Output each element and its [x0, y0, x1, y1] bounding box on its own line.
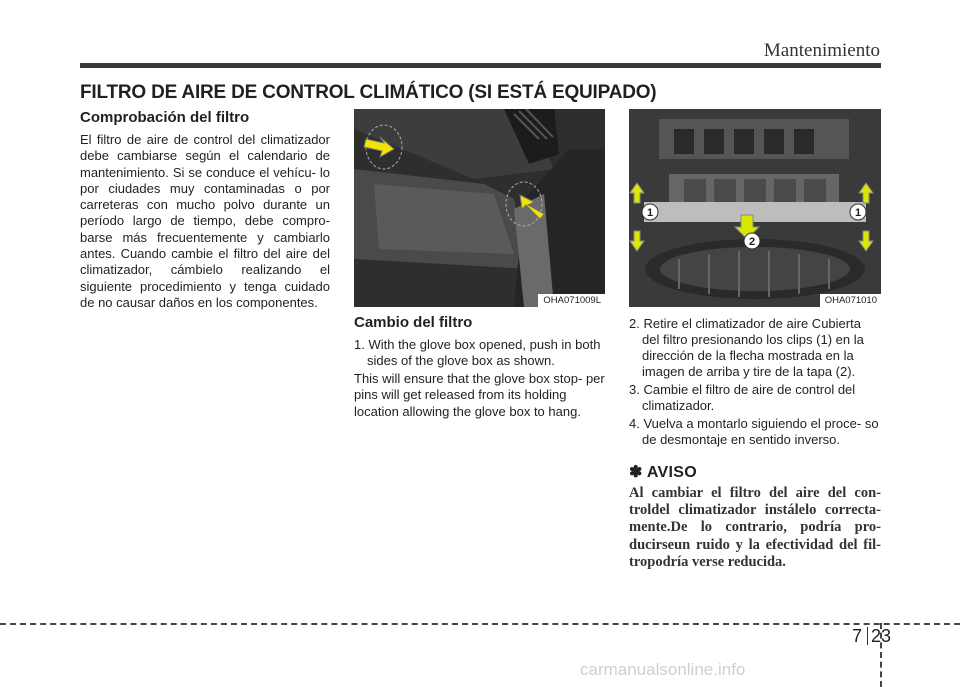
section-title: FILTRO DE AIRE DE CONTROL CLIMÁTICO (SI ESTÁ EQUIPADO): [80, 82, 657, 103]
filter-change-section: [354, 314, 605, 420]
step-3: 3. Cambie el filtro de aire de control del climatizador.: [629, 382, 856, 413]
header-rule: [80, 63, 881, 68]
footer-rule: [0, 623, 960, 625]
clip-label-right: 1: [854, 207, 862, 219]
cover-label: 2: [748, 236, 756, 248]
glovebox-illustration: [354, 109, 605, 307]
step-1: 1. With the glove box opened, push in both sides of the glove box as shown.: [354, 337, 601, 368]
change-steps-a: [354, 337, 605, 369]
filter-illustration: [629, 109, 881, 307]
notice-title: ✽ AVISO: [629, 464, 697, 481]
change-steps-b: [629, 316, 881, 448]
step-4: 4. Vuelva a montarlo siguiendo el proce- so de desmontaje en sentido inverso.: [629, 416, 879, 447]
filter-change-heading: Cambio del filtro: [354, 314, 473, 331]
watermark: carmanualsonline.info: [580, 660, 746, 679]
notice-box: [629, 462, 881, 571]
chapter-title: Mantenimiento: [763, 40, 880, 61]
chapter-number: 7: [852, 626, 863, 646]
step-2: 2. Retire el climatizador de aire Cubierta del filtro presionando los clips (1) en la dirección de la flecha mostrada en la imagen de arriba y tire de la tapa (2).: [629, 316, 864, 379]
change-steps-continued: [629, 316, 881, 571]
glovebox-caption: OHA071009L: [538, 294, 605, 307]
filter-check-section: [80, 109, 330, 311]
page-number: 23: [871, 626, 892, 646]
filter-check-text: El filtro de aire de control del climatizador debe cambiarse según el calendario de mantenimiento. Si se conduce el vehícu- lo por ciudades muy contaminadas o por carreteras con mucho polvo durante un período largo de tiempo, debe compro- barse más frecuentemente y cambiarlo antes. Cuando cambie el filtro del aire del climatizador, cámbielo realizando el siguiente procedimiento y tenga cuidado de no causar daños en los componentes.: [80, 132, 330, 310]
filter-check-heading: Comprobación del filtro: [80, 109, 250, 126]
filter-caption: OHA071010: [820, 294, 881, 307]
glovebox-photo: [354, 109, 605, 307]
notice-text: Al cambiar el filtro del aire del con- troldel climatizador instálelo correcta- mente.De lo contrario, podría pro- ducirseun ruido y la efectividad del fil- tropodría verse reducida.: [629, 485, 881, 570]
clip-label-left: 1: [646, 207, 654, 219]
step-1-note: This will ensure that the glove box stop- per pins will get released from its holding location allowing the glove box to hang.: [354, 371, 605, 419]
page-divider: [867, 627, 868, 645]
filter-photo: [629, 109, 881, 307]
